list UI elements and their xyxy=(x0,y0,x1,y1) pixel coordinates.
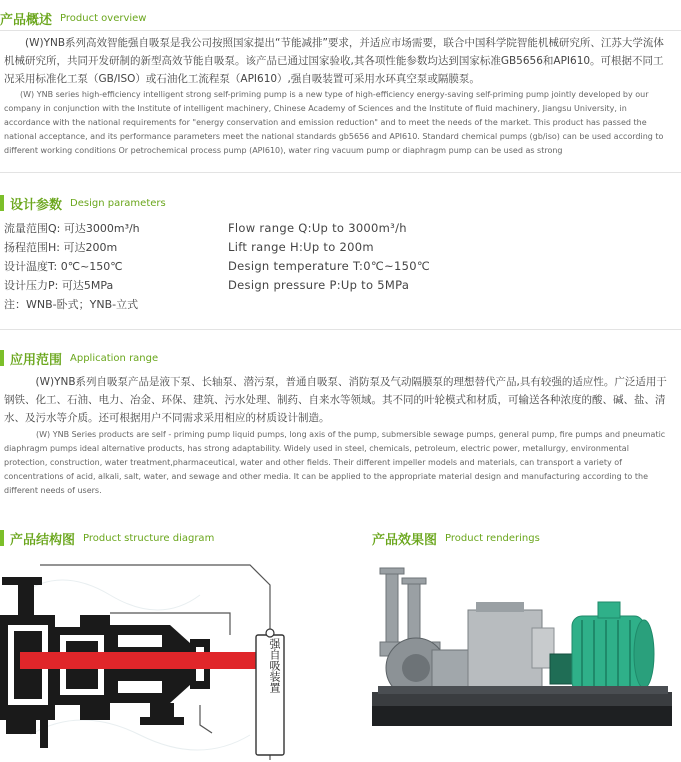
application-title-zh: 应用范围 xyxy=(10,352,63,368)
param-zh-flow: 流量范围Q: 可达3000m³/h xyxy=(4,222,140,235)
overview-en-paragraph: (W) YNB series high-efficiency intelligent strong self-priming pump is a new type of high-efficiency energy-saving self-priming pump jointly developed by our company in conjunction with the Institute of intelligent machinery, Chinese Academy of Sciences and the Institute of fluid machinery, Jiangsu University, in accordance with the national requirements for "energy conservation and emission reduction" and to meet the needs of the market. This product has passed the national acceptance, and its performance parameters meet the national standards gb5656 and API610. Standard chemical pumps (gb/iso) can be used according to different working conditions Or petrochemical process pump (API610), water ring vacuum pump or diaphragm pump can be used as strong xyxy=(4,90,664,155)
renderings-header xyxy=(372,528,540,548)
param-zh-temp: 设计温度T: 0℃~150℃ xyxy=(4,260,123,273)
renderings-title-en: Product renderings xyxy=(445,532,540,544)
motor xyxy=(572,602,654,692)
divider xyxy=(0,30,681,31)
param-zh-head: 扬程范围H: 可达200m xyxy=(4,241,118,254)
param-en-temp: Design temperature T:0℃~150℃ xyxy=(228,259,431,273)
overview-title-en: Product overview xyxy=(60,12,147,24)
design-title-en: Design parameters xyxy=(70,197,166,209)
pump-shaft xyxy=(20,652,270,669)
structure-header xyxy=(0,528,214,548)
param-zh-note: 注：WNB-卧式；YNB-立式 xyxy=(4,298,139,311)
divider xyxy=(0,329,681,330)
divider xyxy=(0,172,681,173)
param-en-lift: Lift range H:Up to 200m xyxy=(228,240,374,254)
application-zh-paragraph: (W)YNB系列自吸泵产品是液下泵、长轴泵、潜污泵，普通自吸泵、消防泵及气动隔膜泵的理想替代产品,具有较强的适应性。广泛适用于钢铁、化工、石油、电力、冶金、环保、建筑、污水处理、制药、自来水等领域。其不同的叶轮模式和材质，可输送各种浓度的酸、碱、盐、清水、及污水等介质。还可根据用户不同需求采用相应的材质设计制造。 xyxy=(4,376,667,424)
param-zh-pressure: 设计压力P: 可达5MPa xyxy=(4,279,114,292)
overview-header xyxy=(0,8,147,28)
structure-title-en: Product structure diagram xyxy=(83,532,215,544)
design-header xyxy=(0,193,166,213)
design-title-zh: 设计参数 xyxy=(10,197,63,213)
base-plate xyxy=(372,686,672,726)
renderings-image xyxy=(372,558,681,738)
param-en-flow: Flow range Q:Up to 3000m³/h xyxy=(228,221,407,235)
callout-label: 强自吸装置 xyxy=(268,638,281,693)
structure-title-zh: 产品结构图 xyxy=(10,532,76,548)
self-priming-device xyxy=(468,602,554,692)
application-en-paragraph: (W) YNB Series products are self - priming pump liquid pumps, long axis of the pump, submersible sewage pumps, general pump, fire pumps and pneumatic diaphragm pumps ideal alternative products, has strong adaptability. Widely used in steel, chemicals, petroleum, electric power, metallurgy, environmental protection, construction, water treatment,pharmaceutical, water and other fields. Their different impeller models and materials, can transport a variety of concentrations of acid, alkali, salt, water, and sewage and other media. It can be applied to the appropriate material design and manufacturing according to the different needs of users. xyxy=(4,430,666,495)
application-title-en: Application range xyxy=(70,352,159,364)
renderings-title-zh: 产品效果图 xyxy=(372,532,438,548)
overview-title-zh: 产品概述 xyxy=(0,12,53,28)
overview-zh-paragraph: (W)YNB系列高效智能强自吸泵是我公司按照国家提出“节能减排”要求，并适应市场需要，联合中国科学院智能机械研究所、江苏大学流体机械研究所，共同开发研制的新型高效节能自吸泵。该产品已通过国家验收,其各项性能参数均达到国家标准GB5656和API610。可根据不同工况采用标准化工泵（GB/ISO）或石油化工流程泵（API610）,强自吸装置可采用水环真空泵或隔膜泵。 xyxy=(4,37,664,85)
application-header xyxy=(0,348,158,368)
param-en-pressure: Design pressure P:Up to 5MPa xyxy=(228,278,410,292)
